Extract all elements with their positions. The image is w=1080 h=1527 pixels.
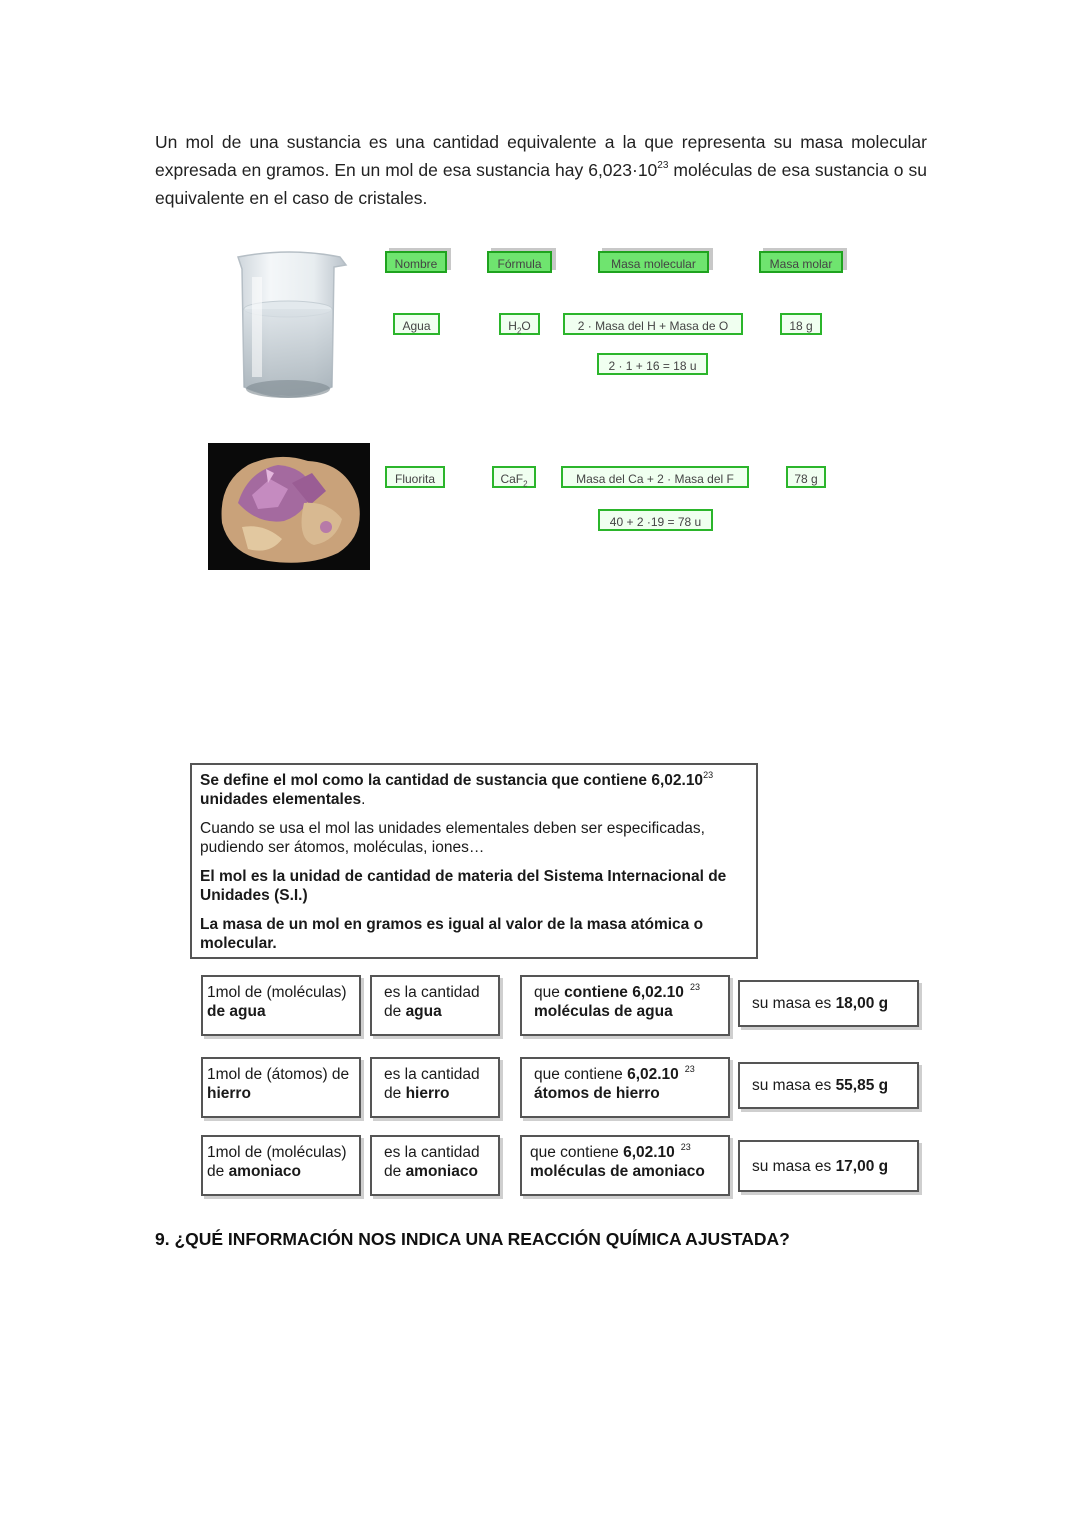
- row1-col3: [520, 975, 730, 1036]
- row2-col3: [520, 1057, 730, 1118]
- formula-agua-sub: 2: [516, 326, 522, 336]
- formula-agua: [499, 313, 540, 335]
- row3-col3: [520, 1135, 730, 1196]
- row2-col3-a: que contiene: [534, 1066, 628, 1083]
- row2-col4: [738, 1062, 919, 1109]
- row3-col2-a: es la cantidad: [384, 1144, 480, 1161]
- row1-col3-exp: 23: [689, 982, 700, 992]
- row3-col1: [201, 1135, 361, 1196]
- calculo-agua: 2 · 1 + 16 = 18 u: [597, 353, 708, 375]
- definition-p1-end: .: [361, 791, 366, 808]
- row1-col1: [201, 975, 361, 1036]
- definition-p3-bold: El mol es la unidad de cantidad de materia del Sistema Internacional de Unidades (S.I.): [200, 868, 727, 904]
- row3-col4-a: su masa es: [752, 1157, 836, 1175]
- row3-col2-b-word: amoniaco: [405, 1163, 478, 1180]
- formula-agua-main: H: [508, 319, 517, 333]
- row2-col1-b: hierro: [207, 1085, 251, 1102]
- row2-col2-b-word: hierro: [405, 1085, 450, 1102]
- row1-col2: [370, 975, 500, 1036]
- row2-col3-b: 6,02.10: [627, 1066, 679, 1083]
- intro-text-2: moléculas de esa sustancia o su equivalente en el caso de cristales.: [155, 160, 927, 208]
- definition-p3: [200, 867, 748, 905]
- row3-col2: [370, 1135, 500, 1196]
- row3-col4: [738, 1140, 919, 1192]
- row3-col2-b: de amoniaco: [384, 1163, 478, 1180]
- row1-col3-c: moléculas de agua: [534, 1003, 673, 1020]
- row3-col1-b: de amoniaco: [207, 1163, 301, 1180]
- definition-box: [190, 763, 758, 959]
- fluorite-image: [208, 443, 370, 570]
- formula-fluorita-sub: 2: [523, 479, 528, 489]
- masa-molar-fluorita: 78 g: [786, 466, 826, 488]
- masa-molecular-fluorita: Masa del Ca + 2 · Masa del F: [561, 466, 749, 488]
- definition-p1-bold2: unidades elementales: [200, 791, 362, 808]
- header-masa-molar: Masa molar: [759, 251, 843, 273]
- header-masa-molecular: Masa molecular: [598, 251, 709, 273]
- formula-fluorita: [492, 466, 536, 488]
- row2-col1-a: 1mol de (átomos) de: [207, 1066, 350, 1083]
- intro-paragraph: [155, 128, 927, 212]
- row1-col4-a: su masa es: [752, 995, 836, 1012]
- name-fluorita: Fluorita: [385, 466, 445, 488]
- intro-text-1: Un mol de una sustancia es una cantidad equivalente a la que representa su masa molecular expresada en gramos. En un mol de esa sustancia hay 6,023·10: [155, 132, 927, 180]
- formula-agua-end: O: [521, 319, 531, 333]
- row3-col1-a: 1mol de (moléculas): [207, 1144, 347, 1161]
- row1-col2-a: es la cantidad: [384, 984, 480, 1001]
- intro-exponent: 23: [657, 160, 669, 171]
- row2-col2-b: de hierro: [384, 1085, 450, 1102]
- formula-fluorita-main: CaF: [500, 472, 524, 486]
- masa-molecular-agua: 2 · Masa del H + Masa de O: [563, 313, 743, 335]
- definition-p1-exp: 23: [703, 770, 714, 780]
- row1-col2-b: de agua: [384, 1003, 442, 1020]
- definition-p1: [200, 771, 748, 809]
- row1-col3-b: contiene 6,02.10: [564, 984, 684, 1001]
- definition-p2: Cuando se usa el mol las unidades elementales deben ser especificadas, pudiendo ser átomos, moléculas, iones…: [200, 820, 705, 856]
- definition-p4: [200, 915, 748, 953]
- masa-molar-agua: 18 g: [780, 313, 822, 335]
- section-heading: 9. ¿QUÉ INFORMACIÓN NOS INDICA UNA REACCIÓN QUÍMICA AJUSTADA?: [155, 1229, 790, 1249]
- header-nombre: Nombre: [385, 251, 447, 273]
- row2-col3-exp: 23: [684, 1064, 695, 1074]
- row3-col3-a: que contiene: [530, 1144, 624, 1161]
- row3-col3-exp: 23: [680, 1142, 691, 1152]
- row1-col1-a: 1mol de (moléculas): [207, 984, 347, 1001]
- row2-col3-c: átomos de hierro: [534, 1085, 660, 1102]
- row1-col4-b: 18,00 g: [835, 995, 889, 1012]
- row3-col3-b: 6,02.10: [623, 1144, 675, 1161]
- row1-col2-b-word: agua: [405, 1003, 442, 1020]
- row2-col2-a: es la cantidad: [384, 1066, 480, 1083]
- row1-col3-a: que: [534, 984, 565, 1001]
- row3-col1-b-word: amoniaco: [228, 1163, 301, 1180]
- beaker-image: [230, 247, 348, 405]
- row2-col1: [201, 1057, 361, 1118]
- calculo-fluorita: 40 + 2 ·19 = 78 u: [598, 509, 713, 531]
- row1-col4: [738, 980, 919, 1027]
- name-agua: Agua: [393, 313, 440, 335]
- row3-col3-c: moléculas de amoniaco: [530, 1163, 705, 1180]
- row2-col4-b: 55,85 g: [835, 1077, 889, 1094]
- row2-col2: [370, 1057, 500, 1118]
- header-formula: Fórmula: [487, 251, 552, 273]
- definition-p4-bold: La masa de un mol en gramos es igual al valor de la masa atómica o molecular.: [200, 916, 704, 952]
- definition-p1-bold: Se define el mol como la cantidad de sustancia que contiene 6,02.10: [200, 772, 704, 789]
- row1-col1-b: de agua: [207, 1003, 266, 1020]
- row2-col4-a: su masa es: [752, 1077, 836, 1094]
- row3-col4-b: 17,00 g: [835, 1157, 889, 1175]
